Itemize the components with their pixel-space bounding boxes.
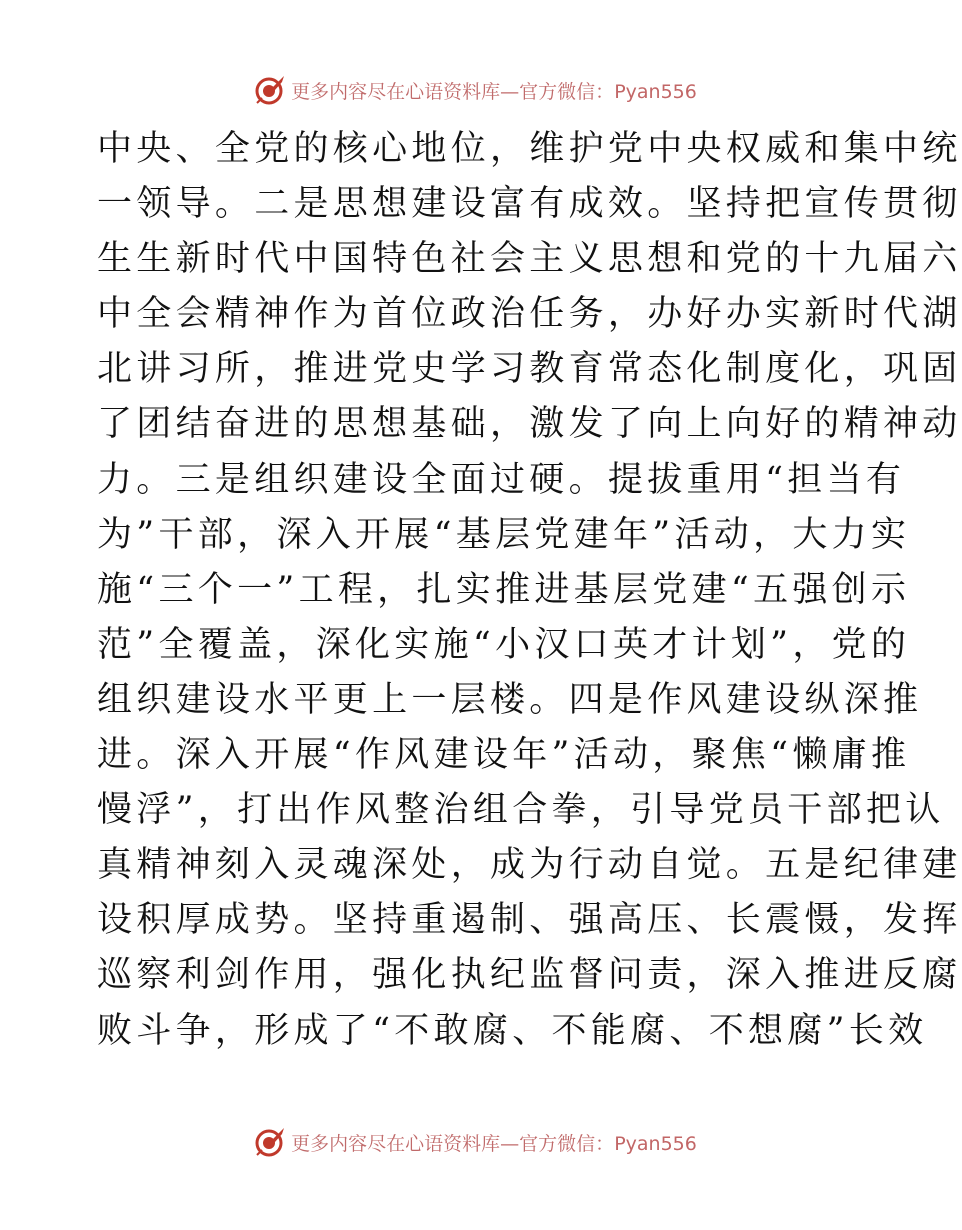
text-line: 慢浮”，打出作风整治组合拳，引导党员干部把认 — [97, 790, 945, 831]
text-line: 力。三是组织建设全面过硬。提拔重用“担当有 — [97, 459, 906, 500]
text-line: 真精神刻入灵魂深处，成为行动自觉。五是纪律建 — [97, 845, 962, 886]
document-body — [97, 122, 962, 1059]
quill-logo-icon — [253, 1125, 287, 1159]
quill-logo-icon — [253, 73, 287, 107]
watermark-prefix: 更多内容尽在心语资料库 — [291, 80, 501, 103]
watermark-label: 官方微信： — [519, 80, 615, 103]
text-line: 为”干部，深入开展“基层党建年”活动，大力实 — [97, 514, 911, 555]
text-line: 中央、全党的核心地位，维护党中央权威和集中统 — [97, 129, 962, 169]
text-line: 北讲习所，推进党史学习教育常态化制度化，巩固 — [97, 349, 962, 390]
text-line: 进。深入开展“作风建设年”活动，聚焦“懒庸推 — [97, 735, 911, 776]
text-line: 生生新时代中国特色社会主义思想和党的十九届六 — [97, 239, 962, 280]
text-line: 一领导。二是思想建设富有成效。坚持把宣传贯彻 — [97, 184, 962, 225]
watermark-separator: — — [500, 80, 520, 103]
watermark-id: Pyan556 — [614, 80, 697, 103]
text-line: 了团结奋进的思想基础，激发了向上向好的精神动 — [97, 404, 962, 445]
watermark-text — [291, 77, 697, 104]
footer-watermark — [0, 1122, 950, 1162]
watermark-id: Pyan556 — [614, 1132, 697, 1155]
watermark-prefix: 更多内容尽在心语资料库 — [291, 1132, 501, 1155]
text-line: 中全会精神作为首位政治任务，办好办实新时代湖 — [97, 294, 962, 335]
text-line: 设积厚成势。坚持重遏制、强高压、长震慑，发挥 — [97, 900, 962, 941]
text-line: 组织建设水平更上一层楼。四是作风建设纵深推 — [97, 679, 923, 720]
text-line: 施“三个一”工程，扎实推进基层党建“五强创示 — [97, 569, 911, 610]
text-line: 败斗争，形成了“不敢腐、不能腐、不想腐”长效 — [97, 1010, 928, 1051]
header-watermark — [0, 70, 950, 110]
watermark-label: 官方微信： — [519, 1132, 615, 1155]
text-line: 巡察利剑作用，强化执纪监督问责，深入推进反腐 — [97, 955, 962, 996]
watermark-separator: — — [500, 1132, 520, 1155]
text-line: 范”全覆盖，深化实施“小汉口英才计划”，党的 — [97, 624, 911, 665]
watermark-text — [291, 1129, 697, 1156]
